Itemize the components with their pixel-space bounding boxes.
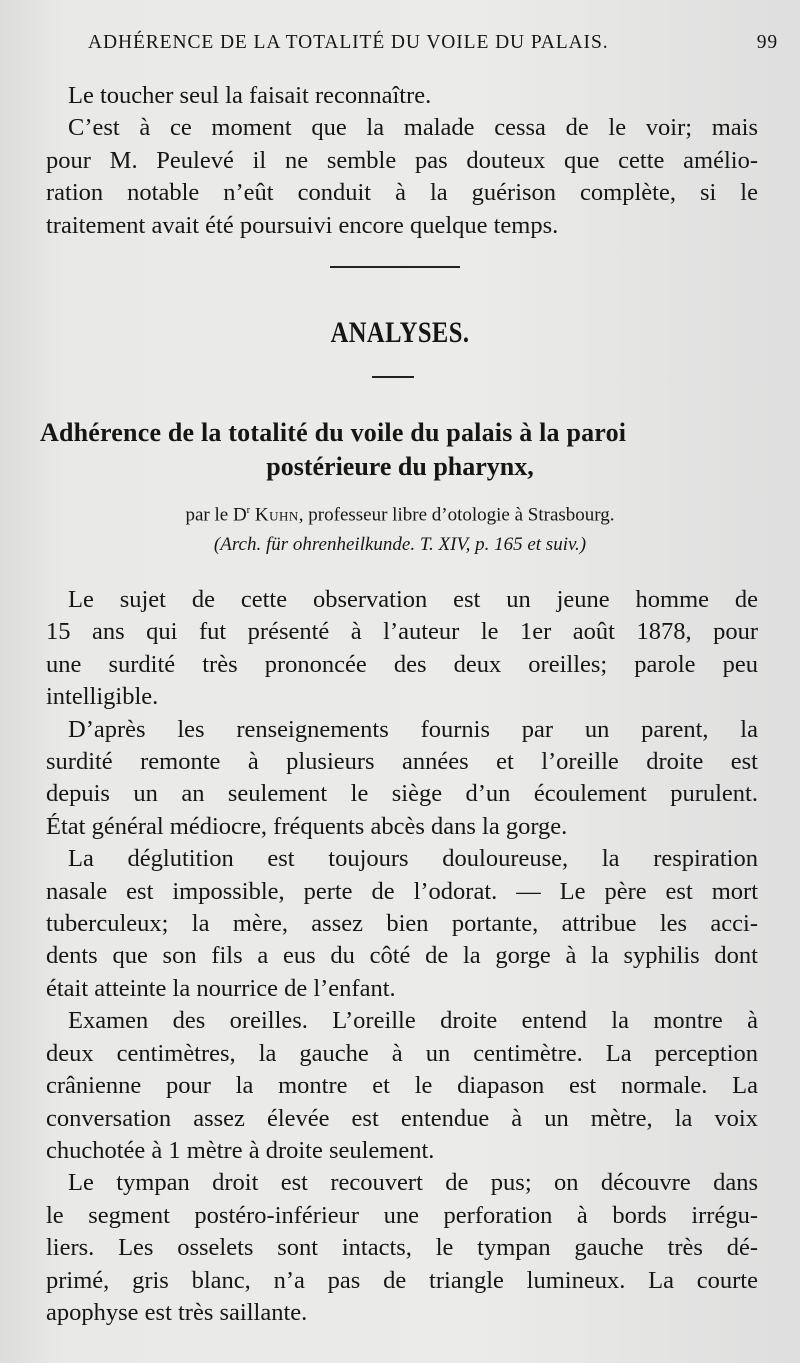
text-line: était atteinte la nourrice de l’enfant.	[46, 974, 396, 1002]
page-number: 99	[756, 32, 778, 53]
text-line: C’est à ce moment que la malade cessa de le voir; mais	[68, 114, 758, 142]
byline-suffix: , professeur libre d’otologie à Strasbourg.	[298, 504, 615, 526]
text-line: primé, gris blanc, n’a pas de triangle lumineux. La courte	[46, 1266, 758, 1294]
text-line: D’après les renseignements fournis par un parent, la	[68, 715, 758, 743]
text-line: conversation assez élevée est entendue à un mètre, la voix	[46, 1104, 758, 1132]
text-line: traitement avait été poursuivi encore quelque temps.	[46, 211, 559, 239]
paragraph	[46, 1167, 758, 1329]
text-line: Le tympan droit est recouvert de pus; on découvre dans	[68, 1169, 758, 1197]
byline	[0, 496, 800, 560]
paragraph	[46, 1005, 758, 1167]
text-line: pour M. Peulevé il ne semble pas douteux que cette amélio-	[46, 146, 758, 174]
paragraph	[46, 843, 758, 1005]
text-line: chuchotée à 1 mètre à droite seulement.	[46, 1136, 435, 1164]
article-title-line: Adhérence de la totalité du voile du palais à la paroi	[40, 418, 627, 447]
paragraph	[46, 714, 758, 844]
author-name: Kuhn	[254, 504, 299, 526]
body-text	[46, 584, 758, 1329]
paragraph	[46, 584, 758, 714]
text-line: Le toucher seul la faisait reconnaître.	[68, 82, 432, 109]
text-line: ration notable n’eût conduit à la guérison complète, si le	[46, 179, 758, 207]
text-line: deux centimètres, la gauche à un centimètre. La perception	[46, 1039, 758, 1067]
short-separator-rule	[372, 376, 414, 378]
text-line: Examen des oreilles. L’oreille droite entend la montre à	[68, 1007, 758, 1035]
section-title: ANALYSES.	[330, 316, 470, 349]
intro-text	[46, 80, 758, 242]
text-line: intelligible.	[46, 683, 159, 711]
text-line: une surdité très prononcée des deux oreilles; parole peu	[46, 650, 758, 678]
separator-rule	[330, 266, 460, 268]
text-line: nasale est impossible, perte de l’odorat. — Le père est mort	[46, 877, 758, 905]
text-line: Le sujet de cette observation est un jeune homme de	[68, 586, 758, 613]
byline-sup: r	[246, 505, 251, 516]
article-title-line: postérieure du pharynx,	[266, 452, 534, 481]
text-line: crânienne pour la montre et le diapason est normale. La	[46, 1072, 758, 1100]
text-line: tuberculeux; la mère, assez bien portante, attribue les acci-	[46, 910, 758, 938]
text-line: apophyse est très saillante.	[46, 1298, 308, 1326]
text-line: État général médiocre, fréquents abcès dans la gorge.	[46, 812, 568, 840]
text-line: La déglutition est toujours douloureuse, la respiration	[68, 845, 758, 873]
paragraph	[46, 112, 758, 242]
article-title	[40, 416, 760, 484]
paragraph	[46, 80, 758, 112]
author-line	[0, 496, 800, 530]
text-line: dents que son fils a eus du côté de la gorge à la syphilis dont	[46, 942, 758, 970]
text-line: le segment postéro-inférieur une perforation à bords irrégu-	[46, 1201, 758, 1229]
text-line: liers. Les osselets sont intacts, le tympan gauche très dé-	[46, 1234, 758, 1262]
text-line: surdité remonte à plusieurs années et l’oreille droite est	[46, 748, 758, 776]
text-line: depuis un an seulement le siège d’un écoulement purulent.	[46, 780, 758, 808]
text-line: 15 ans qui fut présenté à l’auteur le 1er août 1878, pour	[46, 618, 758, 646]
running-header	[88, 32, 778, 54]
running-title: ADHÉRENCE DE LA TOTALITÉ DU VOILE DU PALAIS.	[88, 32, 609, 53]
byline-prefix: par le D	[185, 504, 247, 526]
source-reference: (Arch. für ohrenheilkunde. T. XIV, p. 165 et suiv.)	[213, 534, 587, 556]
